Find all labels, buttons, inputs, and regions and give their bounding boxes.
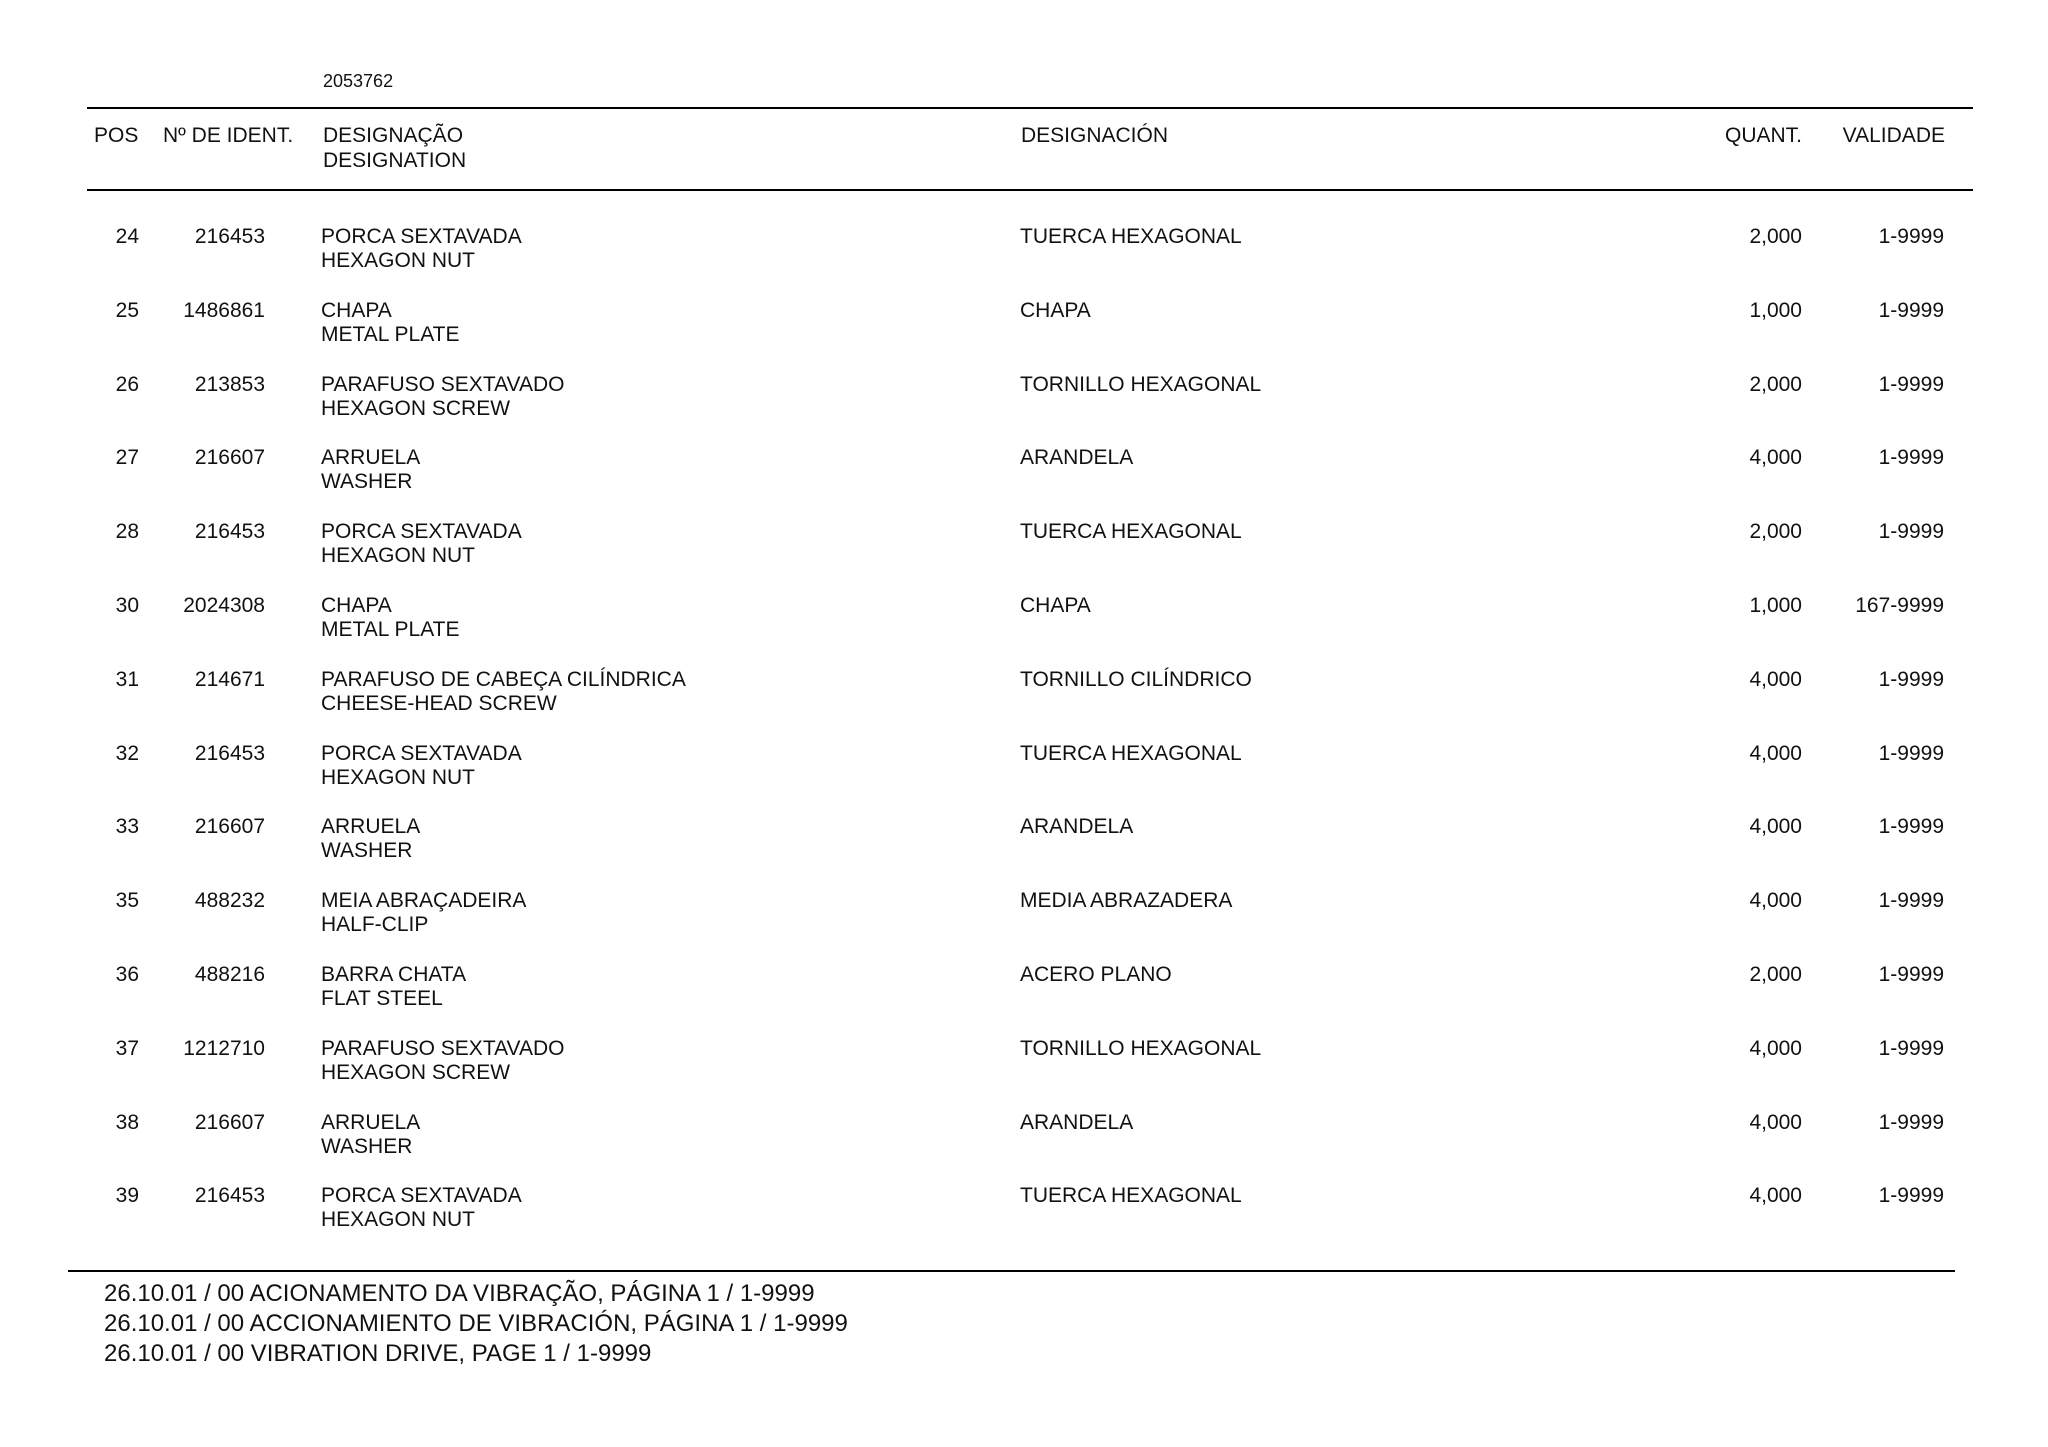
row-pos: 36 — [115, 962, 139, 986]
row-designation-es: MEDIA ABRAZADERA — [1020, 889, 1233, 913]
row-designation-pt: CHAPA — [321, 298, 392, 322]
row-pos: 30 — [115, 593, 139, 617]
row-pos: 27 — [115, 446, 139, 470]
footer-line-es: 26.10.01 / 00 ACCIONAMIENTO DE VIBRACIÓN, PÁGINA 1 / 1-9999 — [104, 1310, 848, 1337]
row-quantity: 1,000 — [1749, 298, 1802, 322]
column-header-designation-pt-en — [323, 123, 466, 173]
footer-line-pt: 26.10.01 / 00 ACIONAMENTO DA VIBRAÇÃO, PÁGINA 1 / 1-9999 — [104, 1280, 815, 1307]
row-quantity: 2,000 — [1749, 372, 1802, 396]
row-quantity: 1,000 — [1749, 593, 1802, 617]
row-pos: 37 — [115, 1036, 139, 1060]
row-designation-en: HEXAGON NUT — [321, 1208, 476, 1232]
row-ident-number: 216453 — [194, 225, 265, 248]
row-pos: 28 — [115, 520, 139, 544]
row-designation-en: HEXAGON NUT — [321, 249, 476, 272]
row-validity: 1-9999 — [1878, 372, 1944, 396]
row-quantity: 4,000 — [1749, 1110, 1802, 1134]
row-pos: 33 — [115, 815, 139, 839]
row-designation-es: ARANDELA — [1020, 815, 1134, 839]
row-validity: 167-9999 — [1855, 593, 1944, 617]
table-row — [0, 962, 2048, 1036]
row-designation-en: HEXAGON SCREW — [321, 1060, 511, 1084]
row-ident-number: 216453 — [194, 520, 265, 544]
table-row — [0, 1110, 2048, 1184]
row-designation-es: TUERCA HEXAGONAL — [1020, 1184, 1242, 1208]
row-designation-pt: PORCA SEXTAVADA — [321, 1184, 522, 1208]
row-designation-pt: ARRUELA — [321, 1110, 421, 1134]
row-designation-es: ACERO PLANO — [1020, 962, 1172, 986]
row-ident-number: 213853 — [194, 372, 265, 396]
header-bottom-rule — [87, 189, 1973, 191]
row-quantity: 4,000 — [1749, 815, 1802, 839]
footer-rule — [68, 1270, 1955, 1272]
row-designation-es: TUERCA HEXAGONAL — [1020, 225, 1242, 248]
row-validity: 1-9999 — [1878, 520, 1944, 544]
row-quantity: 4,000 — [1749, 1036, 1802, 1060]
row-validity: 1-9999 — [1878, 225, 1944, 248]
row-validity: 1-9999 — [1878, 889, 1944, 913]
table-row — [0, 741, 2048, 815]
row-designation-en: HEXAGON NUT — [321, 765, 476, 789]
column-header-designacao: DESIGNAÇÃO — [323, 124, 464, 147]
row-designation-es: TUERCA HEXAGONAL — [1020, 520, 1242, 544]
row-designation-pt: PARAFUSO SEXTAVADO — [321, 1036, 565, 1060]
row-designation-pt: ARRUELA — [321, 815, 421, 839]
row-designation-en: METAL PLATE — [321, 322, 460, 346]
row-validity: 1-9999 — [1878, 1110, 1944, 1134]
row-designation-en: FLAT STEEL — [321, 986, 443, 1010]
row-quantity: 4,000 — [1749, 667, 1802, 691]
row-quantity: 4,000 — [1749, 1184, 1802, 1208]
row-designation-pt: PORCA SEXTAVADA — [321, 225, 522, 248]
row-designation-pt: ARRUELA — [321, 446, 421, 470]
row-designation-es: CHAPA — [1020, 298, 1091, 322]
document-number: 2053762 — [323, 71, 394, 91]
row-quantity: 2,000 — [1749, 520, 1802, 544]
row-quantity: 4,000 — [1749, 446, 1802, 470]
row-quantity: 4,000 — [1749, 741, 1802, 765]
row-designation-es: ARANDELA — [1020, 1110, 1134, 1134]
row-designation-en: METAL PLATE — [321, 617, 460, 641]
row-ident-number: 2024308 — [183, 593, 265, 617]
row-validity: 1-9999 — [1878, 741, 1944, 765]
row-designation-en: WASHER — [321, 839, 413, 863]
column-header-designacion: DESIGNACIÓN — [1021, 124, 1169, 147]
row-designation-pt: PORCA SEXTAVADA — [321, 741, 522, 765]
row-pos: 31 — [115, 667, 139, 691]
column-header-validity: VALIDADE — [1842, 124, 1945, 147]
row-designation-es: TORNILLO HEXAGONAL — [1020, 1036, 1262, 1060]
page-footer — [104, 1279, 848, 1369]
row-designation-es: TUERCA HEXAGONAL — [1020, 741, 1242, 765]
row-pos: 35 — [115, 889, 139, 913]
row-validity: 1-9999 — [1878, 298, 1944, 322]
row-designation-es: TORNILLO CILÍNDRICO — [1020, 667, 1252, 691]
row-pos: 24 — [115, 225, 139, 248]
row-designation-pt: BARRA CHATA — [321, 962, 467, 986]
row-designation-en: HEXAGON SCREW — [321, 396, 511, 420]
table-row — [0, 372, 2048, 446]
row-quantity: 2,000 — [1749, 962, 1802, 986]
row-ident-number: 1212710 — [183, 1036, 265, 1060]
row-designation-pt: PORCA SEXTAVADA — [321, 520, 522, 544]
row-quantity: 2,000 — [1749, 225, 1802, 248]
table-row — [0, 445, 2048, 519]
row-designation-en: CHEESE-HEAD SCREW — [321, 691, 557, 715]
row-validity: 1-9999 — [1878, 962, 1944, 986]
row-pos: 38 — [115, 1110, 139, 1134]
row-designation-pt: PARAFUSO SEXTAVADO — [321, 372, 565, 396]
column-header-ident-number: Nº DE IDENT. — [163, 124, 294, 147]
row-ident-number: 216607 — [194, 1110, 265, 1134]
table-row — [0, 224, 2048, 298]
table-row — [0, 593, 2048, 667]
row-ident-number: 214671 — [194, 667, 265, 691]
row-designation-pt: MEIA ABRAÇADEIRA — [321, 889, 527, 913]
column-header-pos: POS — [94, 124, 139, 147]
parts-table-body — [0, 224, 2048, 1257]
table-row — [0, 888, 2048, 962]
row-validity: 1-9999 — [1878, 446, 1944, 470]
table-row — [0, 519, 2048, 593]
row-designation-es: CHAPA — [1020, 593, 1091, 617]
row-validity: 1-9999 — [1878, 1036, 1944, 1060]
row-ident-number: 216607 — [194, 815, 265, 839]
row-designation-pt: PARAFUSO DE CABEÇA CILÍNDRICA — [321, 667, 686, 691]
row-ident-number: 216453 — [194, 1184, 265, 1208]
row-designation-es: ARANDELA — [1020, 446, 1134, 470]
row-pos: 32 — [115, 741, 139, 765]
row-designation-en: HALF-CLIP — [321, 913, 429, 937]
footer-line-en: 26.10.01 / 00 VIBRATION DRIVE, PAGE 1 / 1-9999 — [104, 1340, 652, 1367]
row-designation-en: WASHER — [321, 470, 413, 494]
table-row — [0, 1183, 2048, 1257]
table-row — [0, 667, 2048, 741]
row-ident-number: 216453 — [194, 741, 265, 765]
row-designation-en: HEXAGON NUT — [321, 544, 476, 568]
row-ident-number: 216607 — [194, 446, 265, 470]
row-validity: 1-9999 — [1878, 815, 1944, 839]
table-row — [0, 1036, 2048, 1110]
row-validity: 1-9999 — [1878, 1184, 1944, 1208]
row-validity: 1-9999 — [1878, 667, 1944, 691]
row-pos: 26 — [115, 372, 139, 396]
row-designation-pt: CHAPA — [321, 593, 392, 617]
column-header-designation: DESIGNATION — [323, 149, 467, 172]
row-ident-number: 1486861 — [183, 298, 265, 322]
column-header-quantity: QUANT. — [1724, 124, 1802, 147]
row-ident-number: 488216 — [194, 962, 265, 986]
header-top-rule — [87, 107, 1973, 109]
row-pos: 39 — [115, 1184, 139, 1208]
row-designation-en: WASHER — [321, 1134, 413, 1158]
row-ident-number: 488232 — [194, 889, 265, 913]
table-row — [0, 298, 2048, 372]
row-pos: 25 — [115, 298, 139, 322]
row-designation-es: TORNILLO HEXAGONAL — [1020, 372, 1262, 396]
row-quantity: 4,000 — [1749, 889, 1802, 913]
table-row — [0, 814, 2048, 888]
